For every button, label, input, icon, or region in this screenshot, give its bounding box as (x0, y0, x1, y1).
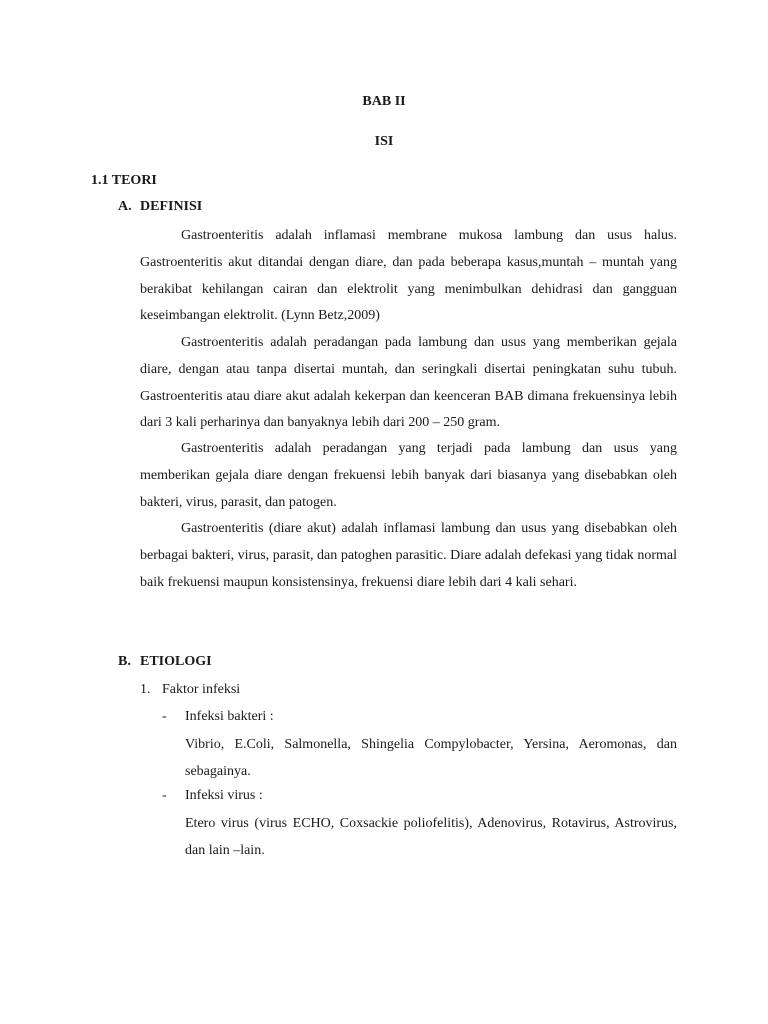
part-heading: ISI (374, 134, 394, 149)
bullet-dash: - (162, 709, 167, 724)
subsection-heading-etiologi: ETIOLOGI (140, 654, 212, 669)
list-item-title: Faktor infeksi (162, 682, 241, 697)
definition-paragraph-3: Gastroenteritis adalah peradangan yang terjadi pada lambung dan usus yang memberikan gejala diare dengan frekuensi lebih banyak dari biasanya yang disebabkan oleh bakteri, virus, parasit, dan patogen. (140, 441, 677, 510)
definition-paragraph-1: Gastroenteritis adalah inflamasi membrane mukosa lambung dan usus halus. Gastroenteritis akut ditandai dengan diare, dan pada beberapa kasus,muntah – muntah yang berakibat kehilangan cairan dan elektrolit yang menimbulkan dehidrasi dan gangguan keseimbangan elektrolit. (Lynn Betz,2009) (140, 228, 677, 324)
infection-type-label: Infeksi bakteri : (185, 709, 274, 724)
chapter-heading: BAB II (362, 94, 406, 109)
subsection-letter-b: B. (118, 654, 131, 669)
definition-paragraph-4: Gastroenteritis (diare akut) adalah inflamasi lambung dan usus yang disebabkan oleh berbagai bakteri, virus, parasit, dan patoghen parasitic. Diare adalah defekasi yang tidak normal baik frekuensi maupun konsistensinya, frekuensi diare lebih dari 4 kali sehari. (140, 521, 677, 590)
infection-examples: Vibrio, E.Coli, Salmonella, Shingelia Compylobacter, Yersina, Aeromonas, dan sebagainya. (185, 737, 677, 779)
infection-type-label: Infeksi virus : (185, 788, 263, 803)
infection-examples: Etero virus (virus ECHO, Coxsackie poliofelitis), Adenovirus, Rotavirus, Astrovirus, dan lain –lain. (185, 816, 677, 858)
bullet-dash: - (162, 788, 167, 803)
definition-paragraph-2: Gastroenteritis adalah peradangan pada lambung dan usus yang memberikan gejala diare, dengan atau tanpa disertai muntah, dan seringkali disertai peningkatan suhu tubuh. Gastroenteritis atau diare akut adalah kekerpan dan keenceran BAB dimana frekuensinya lebih dari 3 kali perharinya dan banyaknya lebih dari 200 – 250 gram. (140, 335, 677, 431)
subsection-letter-a: A. (118, 199, 132, 214)
list-number: 1. (140, 682, 151, 697)
section-heading: 1.1 TEORI (91, 173, 157, 188)
subsection-heading-definisi: DEFINISI (140, 199, 203, 214)
